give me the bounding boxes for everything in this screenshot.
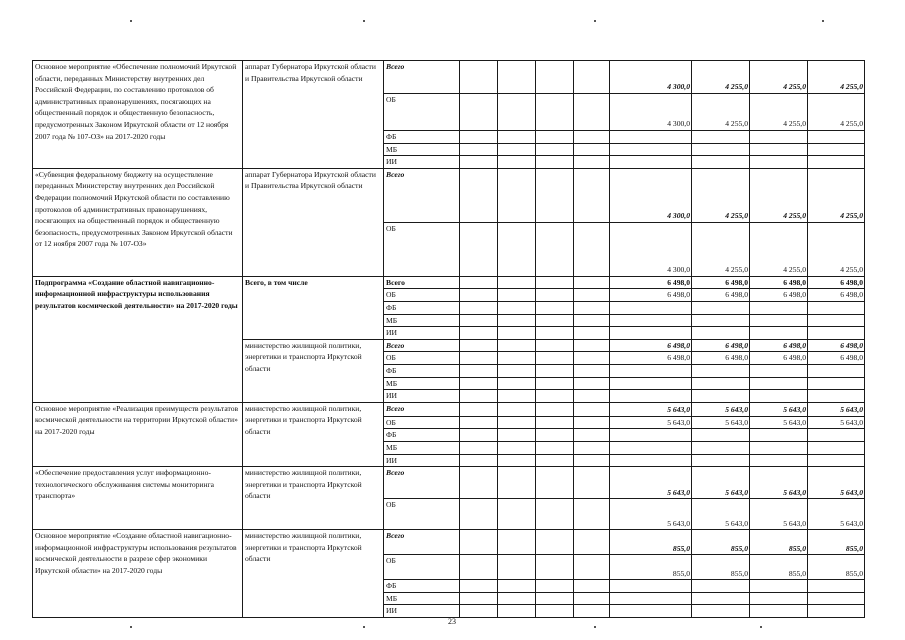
year-value-cell bbox=[750, 454, 808, 467]
year-value-cell bbox=[692, 131, 750, 144]
year-value-cell bbox=[610, 580, 692, 593]
empty-cell bbox=[574, 454, 610, 467]
empty-cell bbox=[498, 580, 536, 593]
year-value-cell bbox=[808, 580, 865, 593]
funding-source-cell: ОБ bbox=[384, 289, 460, 302]
year-value-cell: 4 255,0 bbox=[808, 222, 865, 276]
empty-cell bbox=[460, 429, 498, 442]
year-value-cell: 4 255,0 bbox=[692, 222, 750, 276]
funding-source-cell: ФБ bbox=[384, 131, 460, 144]
funding-source-cell: ФБ bbox=[384, 364, 460, 377]
empty-cell bbox=[460, 530, 498, 555]
year-value-cell: 5 643,0 bbox=[750, 499, 808, 530]
empty-cell bbox=[460, 143, 498, 156]
empty-cell bbox=[574, 143, 610, 156]
year-value-cell bbox=[750, 580, 808, 593]
empty-cell bbox=[460, 314, 498, 327]
funding-source-cell: ОБ bbox=[384, 416, 460, 429]
empty-cell bbox=[574, 416, 610, 429]
year-value-cell bbox=[750, 327, 808, 340]
empty-cell bbox=[574, 467, 610, 499]
executor-cell: министерство жилищной политики, энергетики и транспорта Иркутской области bbox=[243, 339, 384, 402]
scan-speck bbox=[594, 20, 596, 22]
year-value-cell: 855,0 bbox=[692, 555, 750, 580]
year-value-cell: 6 498,0 bbox=[750, 352, 808, 365]
year-value-cell bbox=[610, 143, 692, 156]
empty-cell bbox=[460, 416, 498, 429]
empty-cell bbox=[536, 339, 574, 352]
empty-cell bbox=[460, 222, 498, 276]
empty-cell bbox=[498, 402, 536, 416]
funding-source-cell: ФБ bbox=[384, 301, 460, 314]
empty-cell bbox=[536, 222, 574, 276]
year-value-cell bbox=[808, 377, 865, 390]
year-value-cell: 855,0 bbox=[808, 530, 865, 555]
year-value-cell bbox=[750, 156, 808, 169]
empty-cell bbox=[498, 301, 536, 314]
year-value-cell: 4 255,0 bbox=[750, 61, 808, 94]
empty-cell bbox=[574, 314, 610, 327]
year-value-cell bbox=[692, 580, 750, 593]
table-row bbox=[33, 402, 865, 416]
year-value-cell: 6 498,0 bbox=[750, 289, 808, 302]
empty-cell bbox=[498, 454, 536, 467]
year-value-cell bbox=[610, 364, 692, 377]
empty-cell bbox=[536, 131, 574, 144]
empty-cell bbox=[574, 580, 610, 593]
funding-source-cell: Всего bbox=[384, 530, 460, 555]
year-value-cell: 5 643,0 bbox=[610, 402, 692, 416]
empty-cell bbox=[460, 94, 498, 131]
year-value-cell bbox=[750, 605, 808, 618]
year-value-cell: 855,0 bbox=[692, 530, 750, 555]
year-value-cell bbox=[610, 454, 692, 467]
year-value-cell: 4 300,0 bbox=[610, 222, 692, 276]
year-value-cell bbox=[692, 377, 750, 390]
year-value-cell bbox=[808, 592, 865, 605]
year-value-cell bbox=[610, 131, 692, 144]
program-name-cell: Основное мероприятие «Создание областной навигационно-информационной инфраструктуры использования результатов космической деятельности в разрезе сфер экономики Иркутской области» на 2017-2020 годы bbox=[33, 530, 243, 618]
empty-cell bbox=[498, 94, 536, 131]
empty-cell bbox=[498, 352, 536, 365]
funding-source-cell: ОБ bbox=[384, 222, 460, 276]
year-value-cell: 4 255,0 bbox=[750, 168, 808, 222]
year-value-cell bbox=[808, 131, 865, 144]
executor-cell: министерство жилищной политики, энергетики и транспорта Иркутской области bbox=[243, 467, 384, 530]
year-value-cell: 5 643,0 bbox=[610, 416, 692, 429]
year-value-cell bbox=[692, 314, 750, 327]
empty-cell bbox=[536, 327, 574, 340]
funding-source-cell: ОБ bbox=[384, 352, 460, 365]
funding-source-cell: ИИ bbox=[384, 605, 460, 618]
year-value-cell bbox=[750, 592, 808, 605]
program-name-cell: «Субвенция федеральному бюджету на осуществление переданных Министерству внутренних дел Российской Федерации полномочий Иркутской области по составлению протоколов об административных правонарушениях, посягающих на общественный порядок и общественную безопасность, предусмотренных Законом Иркутской области от 12 ноября 2007 года № 107-ОЗ» bbox=[33, 168, 243, 276]
empty-cell bbox=[498, 390, 536, 403]
empty-cell bbox=[574, 530, 610, 555]
funding-source-cell: Всего bbox=[384, 276, 460, 289]
year-value-cell: 5 643,0 bbox=[808, 416, 865, 429]
funding-source-cell: ИИ bbox=[384, 454, 460, 467]
year-value-cell bbox=[692, 454, 750, 467]
empty-cell bbox=[574, 301, 610, 314]
year-value-cell bbox=[692, 592, 750, 605]
year-value-cell: 5 643,0 bbox=[692, 467, 750, 499]
year-value-cell bbox=[750, 301, 808, 314]
empty-cell bbox=[498, 314, 536, 327]
empty-cell bbox=[574, 94, 610, 131]
empty-cell bbox=[536, 156, 574, 169]
empty-cell bbox=[536, 314, 574, 327]
year-value-cell: 4 255,0 bbox=[808, 168, 865, 222]
executor-cell: министерство жилищной политики, энергетики и транспорта Иркутской области bbox=[243, 530, 384, 618]
funding-source-cell: МБ bbox=[384, 592, 460, 605]
year-value-cell bbox=[808, 327, 865, 340]
empty-cell bbox=[574, 168, 610, 222]
year-value-cell bbox=[750, 314, 808, 327]
empty-cell bbox=[574, 390, 610, 403]
empty-cell bbox=[574, 441, 610, 454]
executor-cell: министерство жилищной политики, энергетики и транспорта Иркутской области bbox=[243, 402, 384, 466]
empty-cell bbox=[460, 352, 498, 365]
year-value-cell bbox=[610, 301, 692, 314]
year-value-cell: 855,0 bbox=[808, 555, 865, 580]
funding-source-cell: МБ bbox=[384, 143, 460, 156]
empty-cell bbox=[498, 555, 536, 580]
empty-cell bbox=[498, 499, 536, 530]
year-value-cell: 6 498,0 bbox=[610, 289, 692, 302]
year-value-cell: 6 498,0 bbox=[610, 352, 692, 365]
empty-cell bbox=[536, 605, 574, 618]
year-value-cell: 4 255,0 bbox=[692, 61, 750, 94]
empty-cell bbox=[498, 377, 536, 390]
empty-cell bbox=[498, 364, 536, 377]
empty-cell bbox=[460, 327, 498, 340]
empty-cell bbox=[498, 131, 536, 144]
year-value-cell bbox=[610, 441, 692, 454]
empty-cell bbox=[460, 499, 498, 530]
empty-cell bbox=[498, 289, 536, 302]
year-value-cell: 4 255,0 bbox=[808, 94, 865, 131]
empty-cell bbox=[498, 416, 536, 429]
year-value-cell: 855,0 bbox=[750, 555, 808, 580]
program-name-cell: Подпрограмма «Создание областной навигационно-информационной инфраструктуры использования результатов космической деятельности» на 2017-2020 годы bbox=[33, 276, 243, 402]
empty-cell bbox=[498, 467, 536, 499]
empty-cell bbox=[460, 402, 498, 416]
empty-cell bbox=[536, 377, 574, 390]
year-value-cell: 5 643,0 bbox=[692, 402, 750, 416]
year-value-cell bbox=[808, 143, 865, 156]
year-value-cell bbox=[610, 605, 692, 618]
empty-cell bbox=[460, 289, 498, 302]
year-value-cell: 5 643,0 bbox=[808, 402, 865, 416]
program-name-cell: Основное мероприятие «Обеспечение полномочий Иркутской области, переданных Министерству внутренних дел Российской Федерации, по составлению протоколов об административных правонарушениях, посягающих на общественный порядок и общественную безопасность, предусмотренных Законом Иркутской области от 12 ноября 2007 года № 107-ОЗ» на 2017-2020 годы bbox=[33, 61, 243, 169]
year-value-cell: 5 643,0 bbox=[610, 499, 692, 530]
empty-cell bbox=[574, 339, 610, 352]
program-name-cell: Основное мероприятие «Реализация преимуществ результатов космической деятельности на территории Иркутской области» на 2017-2020 годы bbox=[33, 402, 243, 466]
empty-cell bbox=[498, 441, 536, 454]
year-value-cell: 5 643,0 bbox=[750, 402, 808, 416]
year-value-cell bbox=[750, 441, 808, 454]
empty-cell bbox=[536, 289, 574, 302]
year-value-cell bbox=[610, 327, 692, 340]
empty-cell bbox=[536, 555, 574, 580]
year-value-cell bbox=[808, 314, 865, 327]
funding-source-cell: ИИ bbox=[384, 390, 460, 403]
program-name-cell: «Обеспечение предоставления услуг информационно-технологического обслуживания системы мониторинга транспорта» bbox=[33, 467, 243, 530]
empty-cell bbox=[536, 441, 574, 454]
year-value-cell bbox=[808, 301, 865, 314]
empty-cell bbox=[498, 605, 536, 618]
year-value-cell: 4 300,0 bbox=[610, 61, 692, 94]
year-value-cell: 6 498,0 bbox=[610, 276, 692, 289]
empty-cell bbox=[536, 94, 574, 131]
year-value-cell bbox=[610, 390, 692, 403]
year-value-cell bbox=[692, 429, 750, 442]
empty-cell bbox=[536, 592, 574, 605]
year-value-cell bbox=[808, 364, 865, 377]
empty-cell bbox=[498, 530, 536, 555]
year-value-cell: 6 498,0 bbox=[808, 276, 865, 289]
empty-cell bbox=[574, 131, 610, 144]
empty-cell bbox=[536, 61, 574, 94]
executor-cell: Всего, в том числе bbox=[243, 276, 384, 339]
empty-cell bbox=[536, 143, 574, 156]
funding-source-cell: Всего bbox=[384, 402, 460, 416]
year-value-cell bbox=[808, 156, 865, 169]
empty-cell bbox=[536, 364, 574, 377]
year-value-cell: 4 255,0 bbox=[750, 222, 808, 276]
empty-cell bbox=[574, 276, 610, 289]
year-value-cell: 6 498,0 bbox=[750, 339, 808, 352]
empty-cell bbox=[498, 156, 536, 169]
funding-source-cell: МБ bbox=[384, 441, 460, 454]
scan-speck bbox=[760, 626, 762, 628]
year-value-cell: 855,0 bbox=[750, 530, 808, 555]
empty-cell bbox=[574, 555, 610, 580]
empty-cell bbox=[498, 222, 536, 276]
scan-speck bbox=[363, 626, 365, 628]
funding-source-cell: ФБ bbox=[384, 580, 460, 593]
year-value-cell bbox=[692, 327, 750, 340]
empty-cell bbox=[536, 467, 574, 499]
scan-speck bbox=[822, 20, 824, 22]
year-value-cell bbox=[750, 364, 808, 377]
empty-cell bbox=[460, 276, 498, 289]
funding-source-cell: Всего bbox=[384, 168, 460, 222]
empty-cell bbox=[460, 377, 498, 390]
year-value-cell bbox=[808, 605, 865, 618]
year-value-cell: 6 498,0 bbox=[808, 339, 865, 352]
funding-table bbox=[32, 60, 865, 618]
year-value-cell bbox=[692, 441, 750, 454]
empty-cell bbox=[460, 168, 498, 222]
empty-cell bbox=[574, 61, 610, 94]
year-value-cell: 6 498,0 bbox=[692, 339, 750, 352]
empty-cell bbox=[498, 592, 536, 605]
year-value-cell bbox=[610, 592, 692, 605]
empty-cell bbox=[498, 276, 536, 289]
executor-cell: аппарат Губернатора Иркутской области и Правительства Иркутской области bbox=[243, 61, 384, 169]
empty-cell bbox=[536, 276, 574, 289]
funding-source-cell: Всего bbox=[384, 61, 460, 94]
table-row bbox=[33, 276, 865, 289]
year-value-cell: 6 498,0 bbox=[692, 289, 750, 302]
empty-cell bbox=[536, 580, 574, 593]
year-value-cell: 6 498,0 bbox=[692, 352, 750, 365]
year-value-cell: 4 255,0 bbox=[750, 94, 808, 131]
empty-cell bbox=[460, 454, 498, 467]
year-value-cell: 6 498,0 bbox=[808, 289, 865, 302]
year-value-cell bbox=[692, 605, 750, 618]
empty-cell bbox=[460, 592, 498, 605]
funding-source-cell: ОБ bbox=[384, 94, 460, 131]
empty-cell bbox=[498, 61, 536, 94]
funding-source-cell: ИИ bbox=[384, 156, 460, 169]
empty-cell bbox=[574, 592, 610, 605]
year-value-cell: 5 643,0 bbox=[808, 499, 865, 530]
empty-cell bbox=[574, 605, 610, 618]
year-value-cell: 5 643,0 bbox=[692, 499, 750, 530]
funding-source-cell: МБ bbox=[384, 377, 460, 390]
empty-cell bbox=[498, 327, 536, 340]
year-value-cell: 5 643,0 bbox=[750, 467, 808, 499]
year-value-cell: 855,0 bbox=[610, 555, 692, 580]
year-value-cell: 5 643,0 bbox=[750, 416, 808, 429]
empty-cell bbox=[460, 441, 498, 454]
empty-cell bbox=[536, 352, 574, 365]
year-value-cell bbox=[750, 390, 808, 403]
year-value-cell: 5 643,0 bbox=[692, 416, 750, 429]
empty-cell bbox=[536, 390, 574, 403]
year-value-cell bbox=[808, 390, 865, 403]
year-value-cell bbox=[750, 131, 808, 144]
table-row bbox=[33, 467, 865, 499]
funding-table-body bbox=[33, 61, 865, 618]
empty-cell bbox=[460, 467, 498, 499]
table-row bbox=[33, 168, 865, 222]
empty-cell bbox=[574, 327, 610, 340]
empty-cell bbox=[460, 61, 498, 94]
year-value-cell: 4 255,0 bbox=[808, 61, 865, 94]
year-value-cell bbox=[750, 377, 808, 390]
executor-cell: аппарат Губернатора Иркутской области и Правительства Иркутской области bbox=[243, 168, 384, 276]
empty-cell bbox=[536, 301, 574, 314]
empty-cell bbox=[574, 222, 610, 276]
year-value-cell bbox=[692, 390, 750, 403]
funding-source-cell: ОБ bbox=[384, 555, 460, 580]
year-value-cell: 4 300,0 bbox=[610, 94, 692, 131]
year-value-cell bbox=[808, 441, 865, 454]
empty-cell bbox=[574, 402, 610, 416]
year-value-cell bbox=[750, 429, 808, 442]
year-value-cell: 5 643,0 bbox=[610, 467, 692, 499]
scan-speck bbox=[363, 20, 365, 22]
funding-source-cell: Всего bbox=[384, 467, 460, 499]
year-value-cell bbox=[610, 377, 692, 390]
empty-cell bbox=[574, 499, 610, 530]
empty-cell bbox=[460, 156, 498, 169]
empty-cell bbox=[460, 131, 498, 144]
year-value-cell bbox=[808, 429, 865, 442]
year-value-cell bbox=[692, 143, 750, 156]
empty-cell bbox=[574, 377, 610, 390]
empty-cell bbox=[536, 454, 574, 467]
empty-cell bbox=[574, 352, 610, 365]
year-value-cell bbox=[692, 301, 750, 314]
empty-cell bbox=[536, 499, 574, 530]
scan-speck bbox=[130, 20, 132, 22]
year-value-cell: 6 498,0 bbox=[808, 352, 865, 365]
empty-cell bbox=[574, 364, 610, 377]
funding-source-cell: ИИ bbox=[384, 327, 460, 340]
year-value-cell bbox=[610, 156, 692, 169]
empty-cell bbox=[536, 168, 574, 222]
year-value-cell: 6 498,0 bbox=[610, 339, 692, 352]
scan-speck bbox=[130, 626, 132, 628]
empty-cell bbox=[574, 289, 610, 302]
empty-cell bbox=[460, 339, 498, 352]
year-value-cell bbox=[808, 454, 865, 467]
year-value-cell: 6 498,0 bbox=[692, 276, 750, 289]
year-value-cell: 855,0 bbox=[610, 530, 692, 555]
empty-cell bbox=[498, 168, 536, 222]
empty-cell bbox=[460, 364, 498, 377]
funding-source-cell: Всего bbox=[384, 339, 460, 352]
empty-cell bbox=[574, 429, 610, 442]
year-value-cell: 4 255,0 bbox=[692, 168, 750, 222]
empty-cell bbox=[536, 429, 574, 442]
empty-cell bbox=[460, 580, 498, 593]
year-value-cell bbox=[692, 156, 750, 169]
empty-cell bbox=[536, 530, 574, 555]
empty-cell bbox=[460, 555, 498, 580]
page-number: 23 bbox=[448, 617, 456, 626]
year-value-cell bbox=[610, 429, 692, 442]
empty-cell bbox=[536, 416, 574, 429]
empty-cell bbox=[498, 339, 536, 352]
table-row bbox=[33, 530, 865, 555]
empty-cell bbox=[460, 390, 498, 403]
funding-source-cell: МБ bbox=[384, 314, 460, 327]
table-row bbox=[33, 61, 865, 94]
empty-cell bbox=[460, 605, 498, 618]
funding-source-cell: ФБ bbox=[384, 429, 460, 442]
year-value-cell: 4 255,0 bbox=[692, 94, 750, 131]
empty-cell bbox=[498, 143, 536, 156]
year-value-cell: 4 300,0 bbox=[610, 168, 692, 222]
empty-cell bbox=[574, 156, 610, 169]
empty-cell bbox=[460, 301, 498, 314]
funding-source-cell: ОБ bbox=[384, 499, 460, 530]
year-value-cell: 5 643,0 bbox=[808, 467, 865, 499]
scan-speck bbox=[594, 626, 596, 628]
empty-cell bbox=[498, 429, 536, 442]
empty-cell bbox=[536, 402, 574, 416]
year-value-cell bbox=[610, 314, 692, 327]
year-value-cell: 6 498,0 bbox=[750, 276, 808, 289]
year-value-cell bbox=[692, 364, 750, 377]
year-value-cell bbox=[750, 143, 808, 156]
